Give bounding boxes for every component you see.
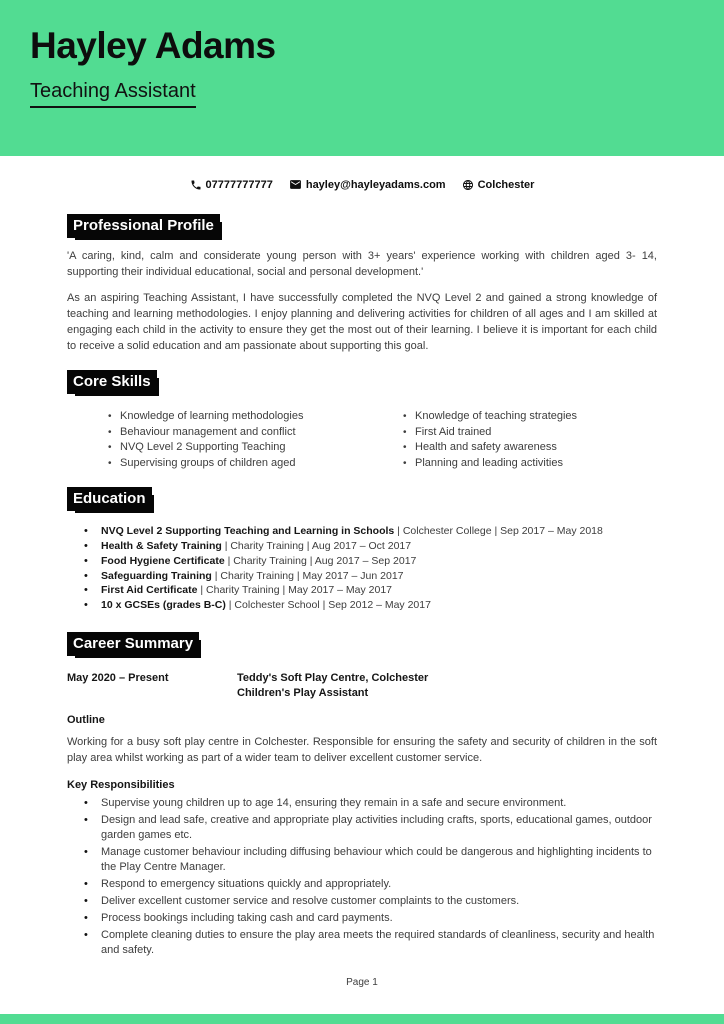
content-area xyxy=(67,214,657,958)
email-icon xyxy=(289,178,302,191)
contact-location xyxy=(462,179,535,191)
job-dates: May 2020 – Present xyxy=(67,672,169,685)
header-band xyxy=(0,0,724,156)
outline-label: Outline xyxy=(67,714,105,727)
job-role: Children's Play Assistant xyxy=(237,687,369,700)
education-item xyxy=(101,598,657,613)
phone-icon xyxy=(190,179,202,191)
responsibility-item: • Design and lead safe, creative and appropriate play activities including crafts, sports, educational games, outdoor garden games etc. xyxy=(101,813,657,843)
education-item-details: | Colchester College | Sep 2017 – May 2018 xyxy=(394,524,603,537)
job-company: Teddy's Soft Play Centre, Colchester xyxy=(237,672,429,685)
responsibility-item: • Respond to emergency situations quickly and appropriately. xyxy=(101,877,657,892)
education-item-details: | Charity Training | May 2017 – May 2017 xyxy=(197,584,393,597)
job-employer-block xyxy=(237,671,428,701)
contact-email xyxy=(289,178,446,191)
skill-item: • Knowledge of teaching strategies xyxy=(415,409,657,425)
responsibility-item: • Complete cleaning duties to ensure the play area meets the required standards of cleanliness, security and health and safety. xyxy=(101,928,657,958)
skill-item: • Behaviour management and conflict xyxy=(120,425,362,441)
contact-email-value: hayley@hayleyadams.com xyxy=(305,178,446,191)
skill-item: • Supervising groups of children aged xyxy=(120,456,362,472)
key-responsibilities-label: Key Responsibilities xyxy=(67,779,175,792)
contact-location-value: Colchester xyxy=(477,178,535,191)
education-item-details: | Charity Training | Aug 2017 – Oct 2017 xyxy=(221,539,412,552)
education-item xyxy=(101,569,657,584)
responsibility-item: • Supervise young children up to age 14, ensuring they remain in a safe and secure environment. xyxy=(101,796,657,811)
responsibility-item: • Manage customer behaviour including diffusing behaviour which could be dangerous and highlighting incidents to the Play Centre Manager. xyxy=(101,845,657,875)
section-heading-professional-profile: Professional Profile xyxy=(67,214,220,238)
contact-phone-value: 07777777777 xyxy=(205,178,273,191)
education-item-title: 10 x GCSEs (grades B-C) xyxy=(101,599,226,612)
skill-item: • Planning and leading activities xyxy=(415,456,657,472)
section-heading-career-summary: Career Summary xyxy=(67,632,199,656)
contact-phone xyxy=(190,179,273,191)
core-skills-grid xyxy=(67,409,657,472)
education-item-details: | Charity Training | Aug 2017 – Sep 2017 xyxy=(224,554,417,567)
skill-item: • Knowledge of learning methodologies xyxy=(120,409,362,425)
skill-item: • First Aid trained xyxy=(415,425,657,441)
contact-bar xyxy=(0,178,724,191)
education-item xyxy=(101,583,657,598)
person-name: Hayley Adams xyxy=(30,25,276,66)
education-item-title: NVQ Level 2 Supporting Teaching and Learning in Schools xyxy=(101,524,395,537)
outline-paragraph: Working for a busy soft play centre in Colchester. Responsible for ensuring the safety and security of children in the soft play area whilst working as part of a wider team to deliver excellent customer service. xyxy=(67,736,657,765)
core-skills-column-2 xyxy=(362,409,657,472)
skill-item: • Health and safety awareness xyxy=(415,440,657,456)
education-item xyxy=(101,539,657,554)
skill-item: • NVQ Level 2 Supporting Teaching xyxy=(120,440,362,456)
page-number: Page 1 xyxy=(346,977,378,988)
globe-icon xyxy=(462,179,474,191)
responsibilities-list xyxy=(67,796,657,958)
education-item-title: Safeguarding Training xyxy=(101,569,212,582)
education-item-title: First Aid Certificate xyxy=(101,584,198,597)
education-list xyxy=(67,524,657,613)
education-item xyxy=(101,554,657,569)
section-heading-core-skills: Core Skills xyxy=(67,370,157,394)
responsibility-item: • Process bookings including taking cash and card payments. xyxy=(101,911,657,926)
responsibility-item: • Deliver excellent customer service and resolve customer complaints to the customers. xyxy=(101,894,657,909)
education-item-title: Food Hygiene Certificate xyxy=(101,554,225,567)
education-item-title: Health & Safety Training xyxy=(101,539,222,552)
profile-paragraph-2: As an aspiring Teaching Assistant, I have successfully completed the NVQ Level 2 and gained a strong knowledge of teaching and learning methodologies. I enjoy planning and delivering activities for children of all ages and I am skilled at engaging each child in the activity to ensure they get the most out of their learning. I believe it is important for each child to receive a solid education and am passionate about supporting this goal. xyxy=(67,292,657,352)
core-skills-column-1 xyxy=(67,409,362,472)
person-job-title: Teaching Assistant xyxy=(30,80,196,108)
section-heading-education: Education xyxy=(67,487,152,511)
profile-paragraph-1: 'A caring, kind, calm and considerate young person with 3+ years' experience working with children aged 3- 14, supporting their individual educational, social and personal development.' xyxy=(67,250,657,278)
footer-accent-bar xyxy=(0,1014,724,1024)
job-header xyxy=(67,671,657,701)
education-item-details: | Charity Training | May 2017 – Jun 2017 xyxy=(211,569,404,582)
education-item-details: | Colchester School | Sep 2012 – May 2017 xyxy=(225,599,431,612)
education-item xyxy=(101,524,657,539)
